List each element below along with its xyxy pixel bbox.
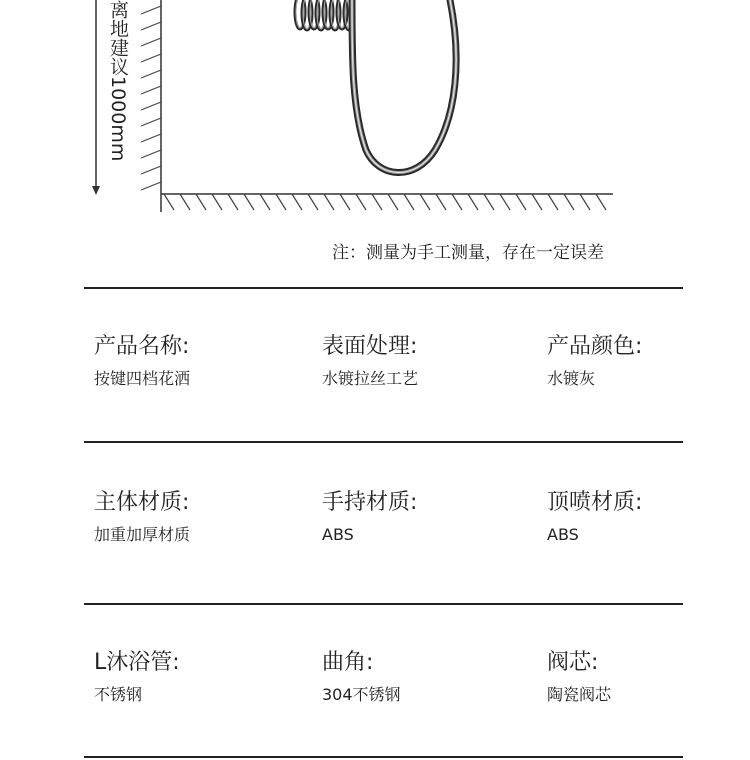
spec-top-spray-material <box>547 489 642 545</box>
spec-value: ABS <box>547 525 579 544</box>
spec-value: ABS <box>322 525 354 544</box>
spec-value: 陶瓷阀芯 <box>547 685 612 704</box>
floor-hatch <box>164 194 606 210</box>
spec-product-color <box>547 333 642 389</box>
spec-label: 主体材质: <box>94 490 190 515</box>
wall-hatch <box>141 6 161 190</box>
shower-hose-icon <box>352 0 456 173</box>
spec-product-name <box>94 333 190 389</box>
spec-label: 产品颜色: <box>547 334 643 359</box>
spec-value: 304不锈钢 <box>322 685 401 704</box>
measurement-note: 注：测量为手工测量，存在一定误差 <box>332 243 604 263</box>
spec-value: 按键四档花洒 <box>94 369 191 388</box>
spec-handheld-material <box>322 489 417 545</box>
spec-surface-treatment <box>322 333 418 389</box>
spec-label: 顶喷材质: <box>547 490 643 515</box>
spec-label: 手持材质: <box>322 490 418 515</box>
height-arrow <box>92 0 100 195</box>
spec-value: 水镀拉丝工艺 <box>322 369 419 388</box>
spec-body-material <box>94 489 190 545</box>
height-note: 离地建议1000mm <box>107 0 129 162</box>
spec-label: 产品名称: <box>94 334 190 359</box>
spec-valve-core <box>547 649 611 705</box>
spring-coil-icon <box>295 0 354 30</box>
divider <box>84 756 683 758</box>
spec-label: L沐浴管: <box>94 650 180 675</box>
spec-elbow <box>322 649 401 705</box>
divider <box>84 287 683 289</box>
spec-shower-pipe <box>94 649 180 705</box>
spec-value: 不锈钢 <box>94 685 143 704</box>
divider <box>84 603 683 605</box>
spec-label: 阀芯: <box>547 650 599 675</box>
spec-label: 曲角: <box>322 650 374 675</box>
spec-value: 加重加厚材质 <box>94 525 191 544</box>
spec-value: 水镀灰 <box>547 369 596 388</box>
divider <box>84 441 683 443</box>
spec-label: 表面处理: <box>322 334 418 359</box>
